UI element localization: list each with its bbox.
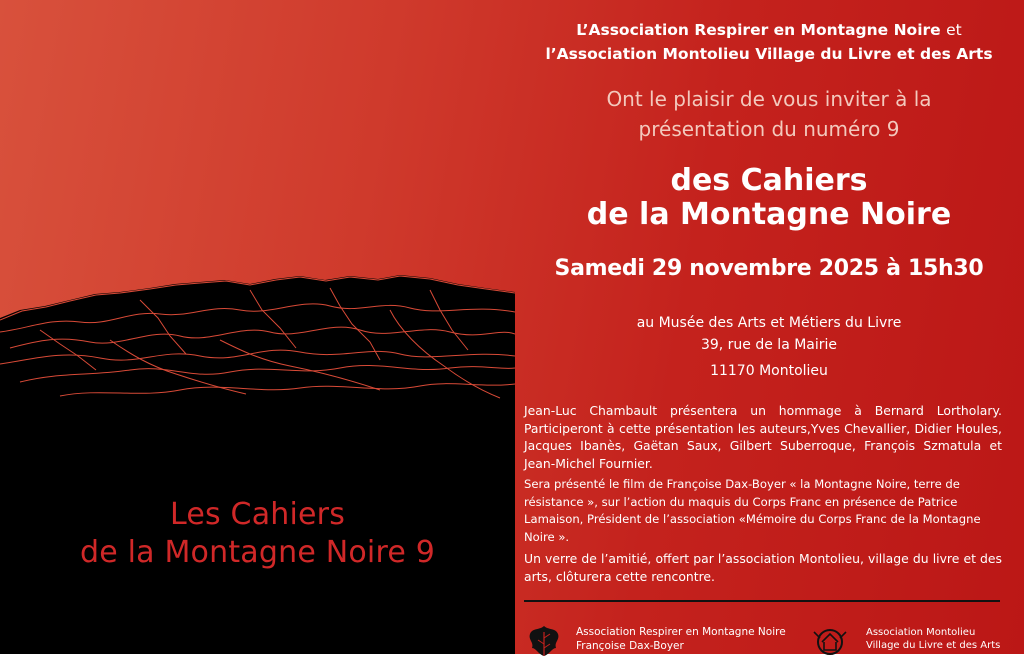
- mountain-illustration: [0, 270, 515, 440]
- host-line2: l’Association Montolieu Village du Livre et des Arts: [545, 45, 993, 63]
- cover-panel: [0, 0, 515, 654]
- host-conjunction: et: [946, 21, 962, 39]
- publication-title-line2: de la Montagne Noire: [586, 197, 952, 232]
- cover-title-line1: Les Cahiers: [169, 497, 346, 532]
- description-paragraph-2: Sera présenté le film de Françoise Dax-Boyer « la Montagne Noire, terre de résistance », sur l’action du maquis du Corps Franc en présence de Patrice Lamaison, Président de l’association «Mémoire du Corps Franc de la Montagne Noire ».: [524, 477, 981, 544]
- footer-assoc2-name: [866, 626, 1000, 652]
- host-line1: L’Association Respirer en Montagne Noire: [576, 21, 941, 39]
- venue-address: [520, 312, 1018, 382]
- footer-assoc2-line1: Association Montolieu: [866, 627, 976, 638]
- publication-title-line1: des Cahiers: [670, 163, 868, 198]
- description-paragraph-3: Un verre de l’amitié, offert par l’association Montolieu, village du livre et des arts, clôturera cette rencontre.: [524, 551, 1002, 584]
- invitation-line1: Ont le plaisir de vous inviter à la: [606, 87, 932, 111]
- footer-assoc2-line2: Village du Livre et des Arts: [866, 640, 1001, 651]
- host-associations: [520, 18, 1018, 66]
- event-date: Samedi 29 novembre 2025 à 15h30: [554, 256, 984, 281]
- publication-title: [520, 164, 1018, 232]
- book-village-logo-icon: [808, 624, 852, 658]
- venue-line2: 39, rue de la Mairie: [700, 337, 838, 353]
- footer-assoc1-name: Association Respirer en Montagne Noire: [576, 626, 786, 638]
- venue-line3: 11170 Montolieu: [710, 363, 828, 379]
- footer-assoc1-person: Françoise Dax-Boyer: [576, 640, 684, 652]
- invitation-line2: présentation du numéro 9: [638, 117, 900, 141]
- leaf-logo-icon: [526, 624, 562, 658]
- cover-title-line2: de la Montagne Noire 9: [79, 535, 436, 570]
- description-paragraph-1: Jean-Luc Chambault présentera un hommage à Bernard Lortholary. Participeront à cette présentation les auteurs,Yves Chevallier, Didier Houles, Jacques Ibanès, Gaëtan Saux, Gilbert Suberroque, François Szmatula et Jean-Michel Fournier.: [524, 403, 1002, 471]
- event-description: [524, 402, 1002, 589]
- cover-title: [0, 496, 515, 572]
- footer-divider: [524, 600, 1000, 602]
- venue-line1: au Musée des Arts et Métiers du Livre: [636, 315, 902, 331]
- invitation-panel: [520, 0, 1018, 654]
- invitation-text: [520, 84, 1018, 144]
